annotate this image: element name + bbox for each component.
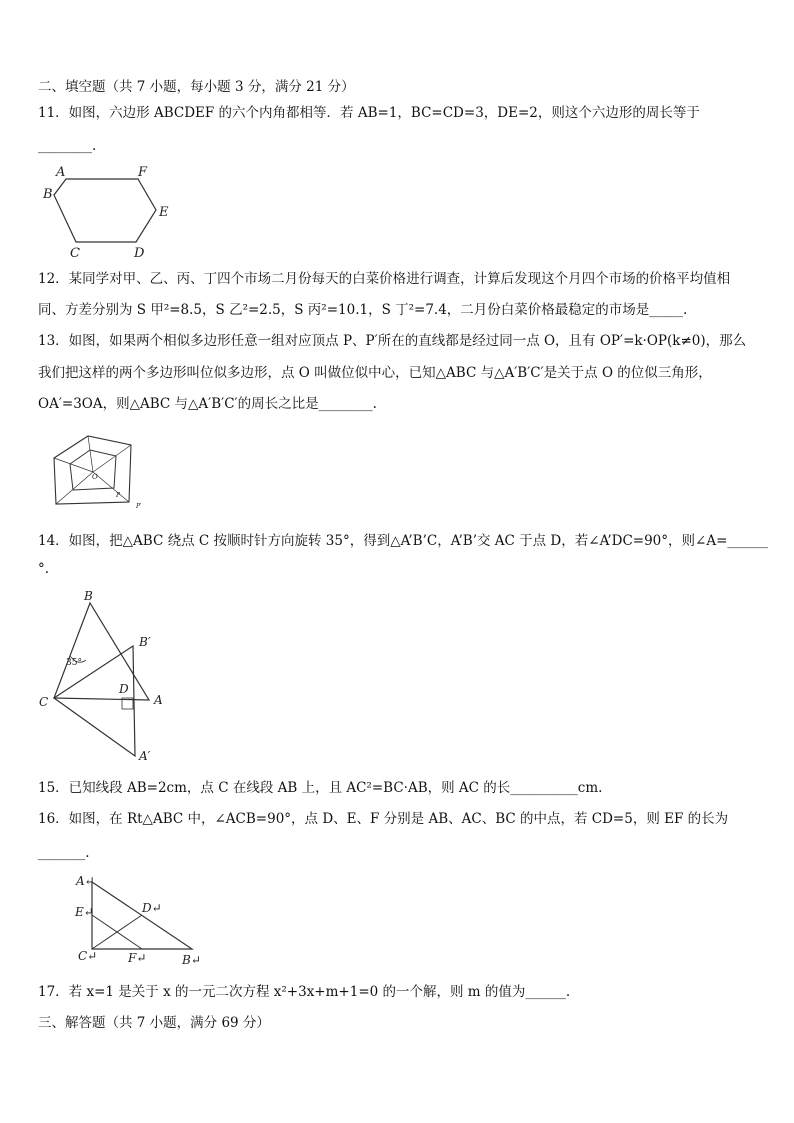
label-B: B↵ <box>182 953 201 967</box>
question-11-answer-blank: ________. <box>38 138 97 154</box>
label-C: C <box>70 246 80 260</box>
label-O: O <box>92 473 98 481</box>
label-A-prime: A′ <box>139 749 151 763</box>
question-11-text: 11．如图，六边形 ABCDEF 的六个内角都相等．若 AB=1，BC=CD=3，DE=2，则这个六边形的周长等于 <box>38 105 700 121</box>
label-D: D <box>134 246 145 260</box>
label-A: A↵ <box>76 874 95 888</box>
section-heading-solutions: 三、解答题（共 7 小题，满分 69 分） <box>38 1015 270 1031</box>
label-C: C↵ <box>78 949 98 963</box>
question-12-text-line1: 12．某同学对甲、乙、丙、丁四个市场二月份每天的白菜价格进行调查，计算后发现这个月四个市场的价格平均值相 <box>38 271 731 287</box>
question-13-text-line2: 我们把这样的两个多边形叫位似多边形，点 O 叫做位似中心，已知△ABC 与△A′B′C′是关于点 O 的位似三角形， <box>38 365 712 381</box>
label-A: A <box>56 165 66 180</box>
homothety-figure <box>46 430 156 510</box>
section-heading-fill-in: 二、填空题（共 7 小题，每小题 3 分，满分 21 分） <box>38 79 355 95</box>
question-16-text: 16．如图，在 Rt△ABC 中，∠ACB=90°，点 D、E、F 分别是 AB、AC、BC 的中点，若 CD=5，则 EF 的长为 <box>38 811 729 827</box>
label-P: P <box>116 492 121 499</box>
rotation-figure <box>36 588 176 768</box>
question-13-text-line1: 13．如图，如果两个相似多边形任意一组对应顶点 P、P′所在的直线都是经过同一点 O，且有 OP′=k·OP(k≠0)，那么 <box>38 333 747 349</box>
label-P-prime: P′ <box>136 503 142 510</box>
label-F: F <box>138 165 148 180</box>
label-F: F↵ <box>128 951 147 965</box>
label-B: B <box>43 187 53 202</box>
label-A: A <box>154 693 163 707</box>
question-12-text-line2: 同、方差分别为 S 甲²=8.5，S 乙²=2.5，S 丙²=10.1，S 丁²=7.4，二月份白菜价格最稳定的市场是_____. <box>38 302 688 318</box>
label-angle-35: 35° <box>66 658 82 668</box>
label-B: B <box>84 589 93 603</box>
label-E: E <box>159 205 169 220</box>
label-C: C <box>39 695 49 709</box>
question-15-text: 15．已知线段 AB=2cm，点 C 在线段 AB 上，且 AC²=BC·AB，则 AC 的长__________cm. <box>38 780 603 796</box>
right-triangle-figure <box>70 868 210 968</box>
question-17-text: 17．若 x=1 是关于 x 的一元二次方程 x²+3x+m+1=0 的一个解，则 m 的值为______. <box>38 984 571 1000</box>
question-16-answer-blank: _______. <box>38 845 90 861</box>
question-13-text-line3: OA′=3OA，则△ABC 与△A′B′C′的周长之比是________. <box>38 396 377 412</box>
label-B-prime: B′ <box>139 635 151 649</box>
label-D: D <box>119 682 129 696</box>
hexagon-figure <box>38 160 178 260</box>
label-E: E↵ <box>75 905 94 919</box>
question-14-text-line2: °. <box>38 561 50 577</box>
question-14-text-line1: 14．如图，把△ABC 绕点 C 按顺时针方向旋转 35°，得到△A’B’C，A’B’交 AC 于点 D，若∠A’DC=90°，则∠A=______ <box>38 533 768 549</box>
label-D: D↵ <box>142 901 162 915</box>
